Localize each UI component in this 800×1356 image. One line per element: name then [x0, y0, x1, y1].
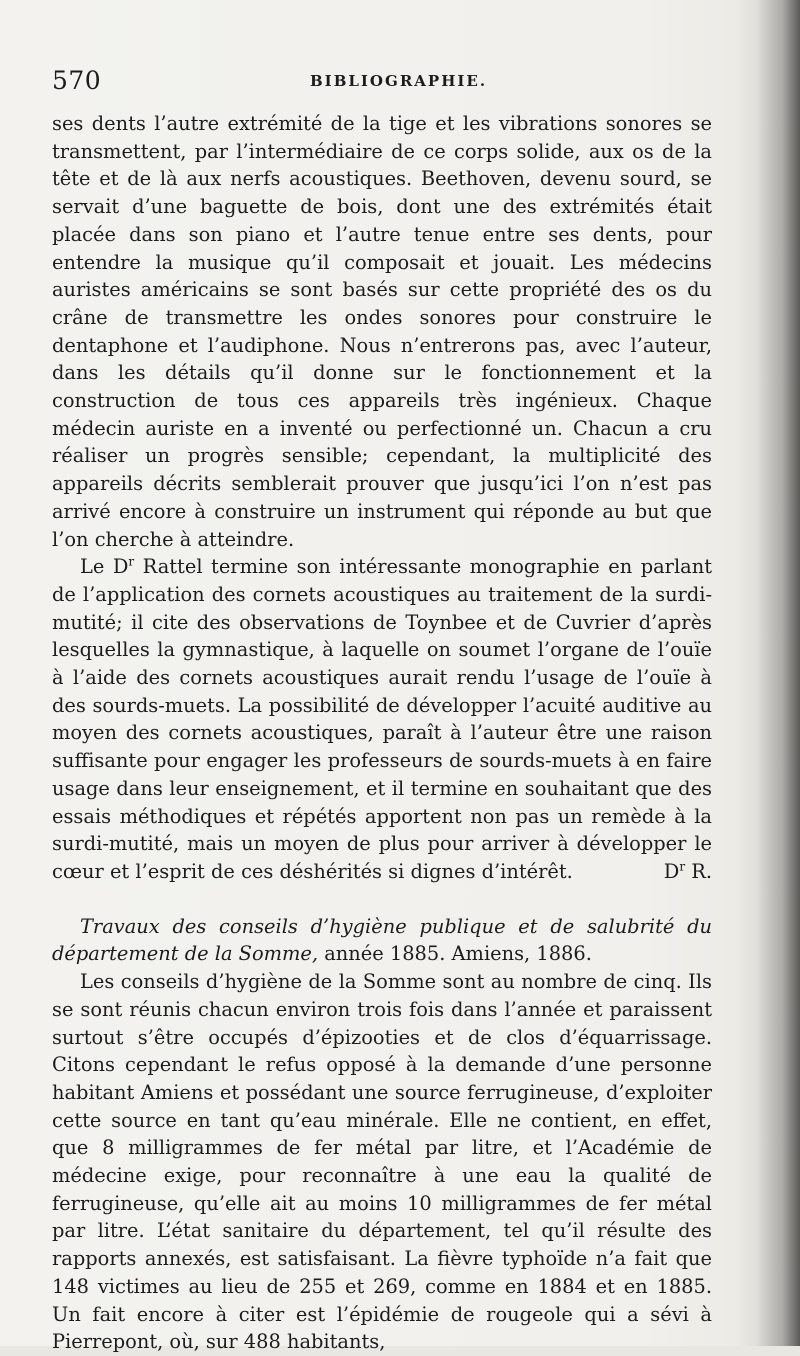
review1-paragraph-2-lead: Le D	[80, 555, 129, 579]
signature-sup: r	[679, 859, 686, 874]
page-number: 570	[52, 66, 102, 95]
review1-paragraph-1: ses dents l’autre extrémité de la tige et les vibrations sonores se transmettent, par l’intermédiaire de ce corps solide, aux os de la tête et de là aux nerfs acoustiques. Beethoven, devenu sourd, se servait d’une baguette de bois, dont une des extrémités était placée dans son piano et l’autre tenue entre ses dents, pour entendre la musique qu’il composait et jouait. Les médecins auristes américains se sont basés sur cette propriété des os du crâne de transmettre les ondes sonores pour construire le dentaphone et l’audiphone. Nous n’entrerons pas, avec l’auteur, dans les détails qu’il donne sur le fonctionnement et la construction de tous ces appareils très ingénieux. Chaque médecin auriste en a inventé ou perfectionné un. Chacun a cru réaliser un progrès sensible; cependant, la multiplicité des appareils décrits semblerait prouver que jusqu’ici l’on n’est pas arrivé encore à construire un instrument qui réponde au but que l’on cherche à atteindre.	[52, 112, 712, 551]
signature-lead: D	[663, 859, 680, 883]
page-body	[52, 110, 712, 1356]
review1-signature	[636, 858, 712, 886]
running-head: BIBLIOGRAPHIE.	[310, 72, 488, 90]
page-header	[52, 66, 712, 102]
review2-title	[52, 913, 712, 968]
review1-paragraph-2-sup: r	[128, 554, 135, 569]
review2-paragraph-1: Les conseils d’hygiène de la Somme sont au nombre de cinq. Ils se sont réunis chacun environ trois fois dans l’année et paraissent surtout s’être occupés d’épizooties et de clos d’équarrissage. Citons cependant le refus opposé à la demande d’une personne habitant Amiens et possédant une source ferrugineuse, d’exploiter cette source en tant qu’eau minérale. Elle ne contient, en effet, que 8 milligrammes de fer métal par litre, et l’Académie de médecine exige, pour reconnaître à une eau la qualité de ferrugineuse, qu’elle ait au moins 10 milligrammes de fer métal par litre. L’état sanitaire du département, tel qu’il résulte des rapports annexés, est satisfaisant. La fièvre typhoïde n’a fait que 148 victimes au lieu de 255 et 269, comme en 1884 et en 1885. Un fait encore à citer est l’épidémie de rougeole qui a sévi à Pierrepont, où, sur 488 habitants,	[52, 970, 712, 1354]
review2-title-italic: Travaux des conseils d’hygiène publique et de salubrité du département de la Somme,	[52, 914, 712, 966]
review1-paragraph-2	[52, 553, 712, 885]
signature-tail: R.	[685, 859, 712, 883]
review1-paragraph-2-text: Rattel termine son intéressante monographie en parlant de l’application des cornets acoustiques au traitement de la surdi-mutité; il cite des observations de Toynbee et de Cuvrier d’après lesquelles la gymnastique, à laquelle on soumet l’organe de l’ouïe à l’aide des cornets acoustiques aurait rendu l’usage de l’ouïe à des sourds-muets. La possibilité de développer l’acuité auditive au moyen des cornets acoustiques, paraît à l’auteur être une raison suffisante pour engager les professeurs de sourds-muets à en faire usage dans leur enseignement, et il termine en souhaitant que des essais méthodiques et répétés apportent non pas un remède à la surdi-mutité, mais un moyen de plus pour arriver à développer le cœur et l’esprit de ces déshérités si dignes d’intérêt.	[52, 555, 712, 883]
review2-title-tail: année 1885. Amiens, 1886.	[318, 942, 592, 966]
page-edge-shadow	[756, 0, 800, 1346]
